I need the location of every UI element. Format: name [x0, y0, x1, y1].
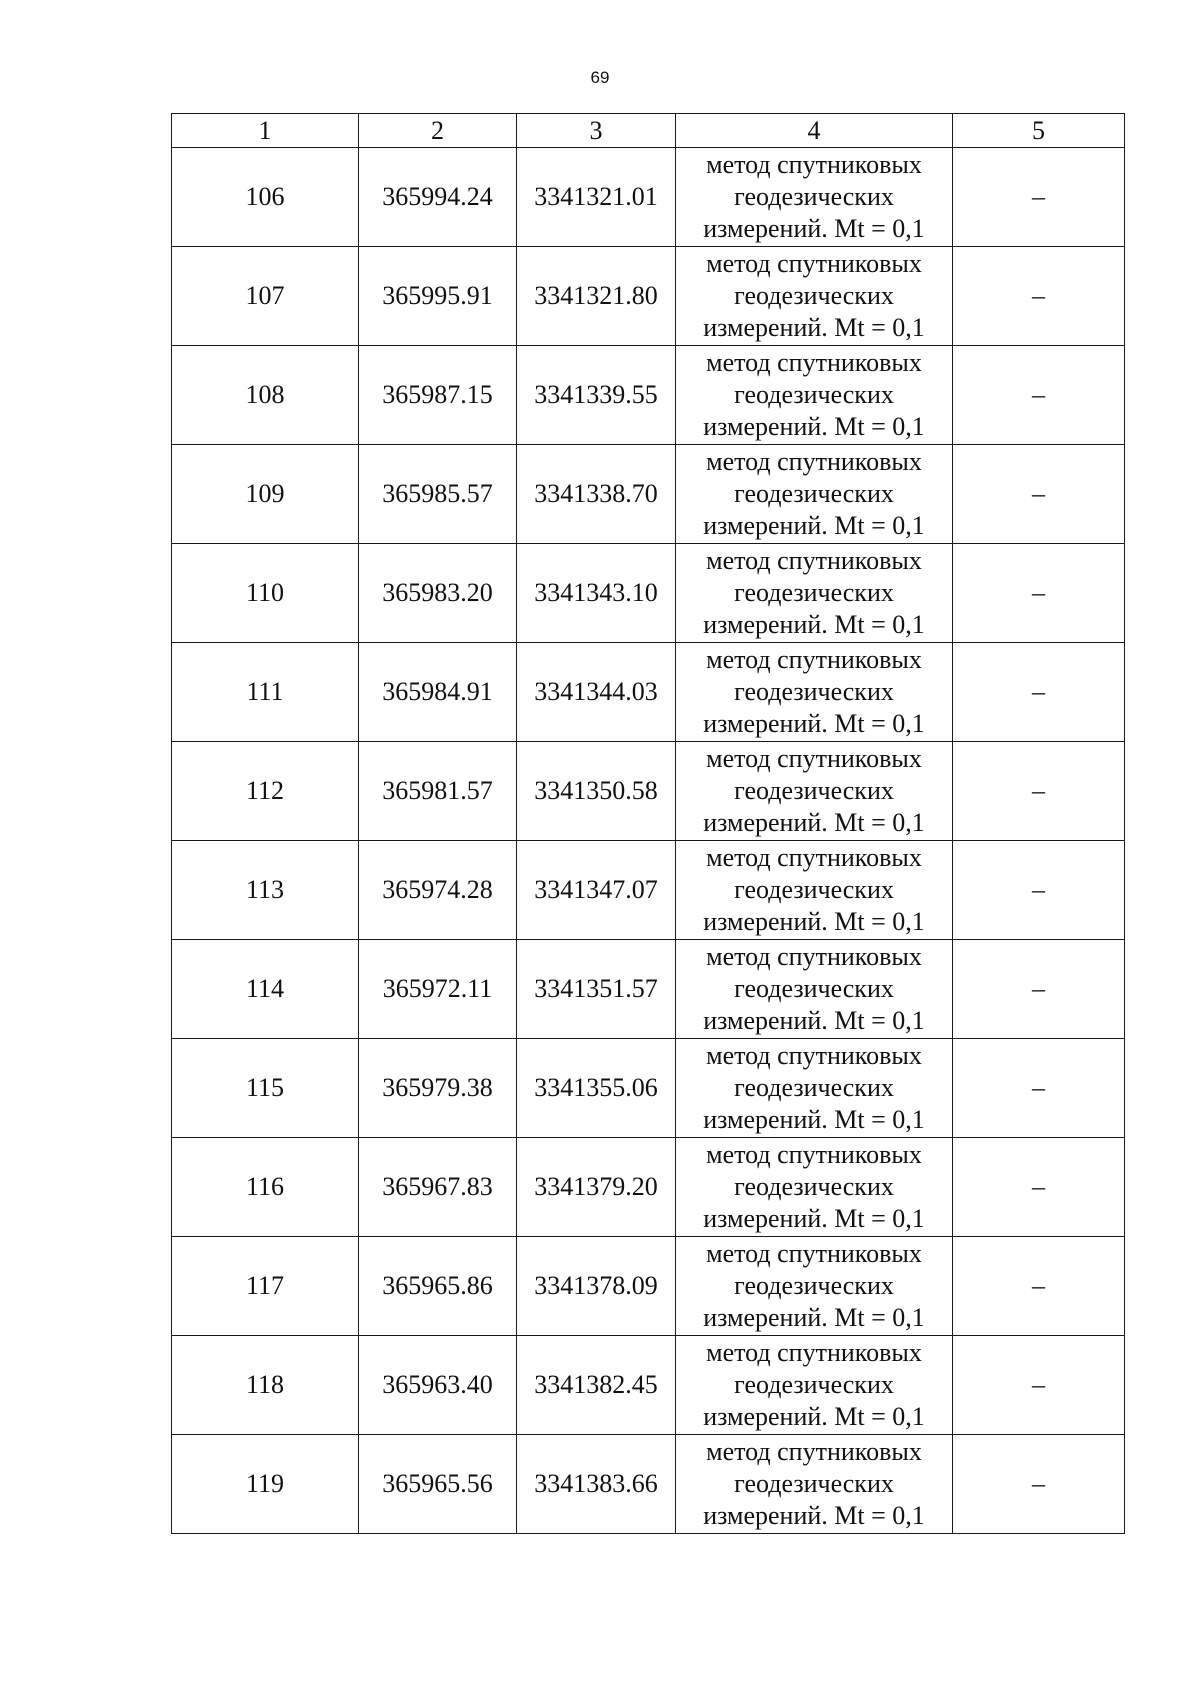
y-coordinate-cell: 3341321.01 [517, 148, 676, 247]
page-number: 69 [590, 68, 610, 87]
method-cell: метод спутниковых геодезических измерений. Mt = 0,1 [676, 148, 953, 247]
coordinates-table [171, 113, 1125, 1534]
y-coordinate-cell: 3341347.07 [517, 841, 676, 940]
note-cell: – [953, 445, 1125, 544]
x-coordinate-cell: 365974.28 [359, 841, 517, 940]
column-header-5: 5 [953, 114, 1125, 148]
x-coordinate-cell: 365987.15 [359, 346, 517, 445]
note-cell: – [953, 544, 1125, 643]
table-row [172, 643, 1125, 742]
x-coordinate-cell: 365983.20 [359, 544, 517, 643]
x-coordinate-cell: 365984.91 [359, 643, 517, 742]
point-number-cell: 110 [172, 544, 359, 643]
y-coordinate-cell: 3341344.03 [517, 643, 676, 742]
y-coordinate-cell: 3341321.80 [517, 247, 676, 346]
point-number-cell: 115 [172, 1039, 359, 1138]
table-row [172, 247, 1125, 346]
point-number-cell: 119 [172, 1435, 359, 1534]
note-cell: – [953, 742, 1125, 841]
method-cell: метод спутниковых геодезических измерений. Mt = 0,1 [676, 940, 953, 1039]
note-cell: – [953, 940, 1125, 1039]
note-cell: – [953, 841, 1125, 940]
method-cell: метод спутниковых геодезических измерений. Mt = 0,1 [676, 247, 953, 346]
header-row [172, 114, 1125, 148]
note-cell: – [953, 1336, 1125, 1435]
x-coordinate-cell: 365979.38 [359, 1039, 517, 1138]
table-row [172, 1039, 1125, 1138]
point-number-cell: 117 [172, 1237, 359, 1336]
table-header [172, 114, 1125, 148]
table-row [172, 1336, 1125, 1435]
method-cell: метод спутниковых геодезических измерений. Mt = 0,1 [676, 544, 953, 643]
x-coordinate-cell: 365963.40 [359, 1336, 517, 1435]
method-cell: метод спутниковых геодезических измерений. Mt = 0,1 [676, 742, 953, 841]
method-cell: метод спутниковых геодезических измерений. Mt = 0,1 [676, 1336, 953, 1435]
point-number-cell: 114 [172, 940, 359, 1039]
x-coordinate-cell: 365994.24 [359, 148, 517, 247]
point-number-cell: 111 [172, 643, 359, 742]
table-row [172, 544, 1125, 643]
method-cell: метод спутниковых геодезических измерений. Mt = 0,1 [676, 1435, 953, 1534]
point-number-cell: 109 [172, 445, 359, 544]
x-coordinate-cell: 365965.56 [359, 1435, 517, 1534]
table-row [172, 445, 1125, 544]
x-coordinate-cell: 365995.91 [359, 247, 517, 346]
column-header-4: 4 [676, 114, 953, 148]
method-cell: метод спутниковых геодезических измерений. Mt = 0,1 [676, 445, 953, 544]
column-header-1: 1 [172, 114, 359, 148]
method-cell: метод спутниковых геодезических измерений. Mt = 0,1 [676, 346, 953, 445]
y-coordinate-cell: 3341379.20 [517, 1138, 676, 1237]
column-header-3: 3 [517, 114, 676, 148]
column-header-2: 2 [359, 114, 517, 148]
point-number-cell: 108 [172, 346, 359, 445]
y-coordinate-cell: 3341382.45 [517, 1336, 676, 1435]
point-number-cell: 107 [172, 247, 359, 346]
x-coordinate-cell: 365985.57 [359, 445, 517, 544]
point-number-cell: 112 [172, 742, 359, 841]
x-coordinate-cell: 365965.86 [359, 1237, 517, 1336]
method-cell: метод спутниковых геодезических измерений. Mt = 0,1 [676, 1138, 953, 1237]
y-coordinate-cell: 3341355.06 [517, 1039, 676, 1138]
table-body [172, 148, 1125, 1534]
note-cell: – [953, 1237, 1125, 1336]
y-coordinate-cell: 3341339.55 [517, 346, 676, 445]
y-coordinate-cell: 3341378.09 [517, 1237, 676, 1336]
table-row [172, 742, 1125, 841]
table-row [172, 1138, 1125, 1237]
point-number-cell: 113 [172, 841, 359, 940]
note-cell: – [953, 346, 1125, 445]
table-row [172, 1237, 1125, 1336]
method-cell: метод спутниковых геодезических измерений. Mt = 0,1 [676, 841, 953, 940]
note-cell: – [953, 1039, 1125, 1138]
y-coordinate-cell: 3341350.58 [517, 742, 676, 841]
y-coordinate-cell: 3341343.10 [517, 544, 676, 643]
note-cell: – [953, 1435, 1125, 1534]
table-row [172, 346, 1125, 445]
note-cell: – [953, 247, 1125, 346]
y-coordinate-cell: 3341383.66 [517, 1435, 676, 1534]
point-number-cell: 116 [172, 1138, 359, 1237]
note-cell: – [953, 1138, 1125, 1237]
note-cell: – [953, 643, 1125, 742]
x-coordinate-cell: 365967.83 [359, 1138, 517, 1237]
table-row [172, 940, 1125, 1039]
table-row [172, 148, 1125, 247]
point-number-cell: 106 [172, 148, 359, 247]
y-coordinate-cell: 3341351.57 [517, 940, 676, 1039]
table-row [172, 1435, 1125, 1534]
note-cell: – [953, 148, 1125, 247]
point-number-cell: 118 [172, 1336, 359, 1435]
y-coordinate-cell: 3341338.70 [517, 445, 676, 544]
method-cell: метод спутниковых геодезических измерений. Mt = 0,1 [676, 1039, 953, 1138]
method-cell: метод спутниковых геодезических измерений. Mt = 0,1 [676, 643, 953, 742]
x-coordinate-cell: 365981.57 [359, 742, 517, 841]
x-coordinate-cell: 365972.11 [359, 940, 517, 1039]
table-row [172, 841, 1125, 940]
method-cell: метод спутниковых геодезических измерений. Mt = 0,1 [676, 1237, 953, 1336]
